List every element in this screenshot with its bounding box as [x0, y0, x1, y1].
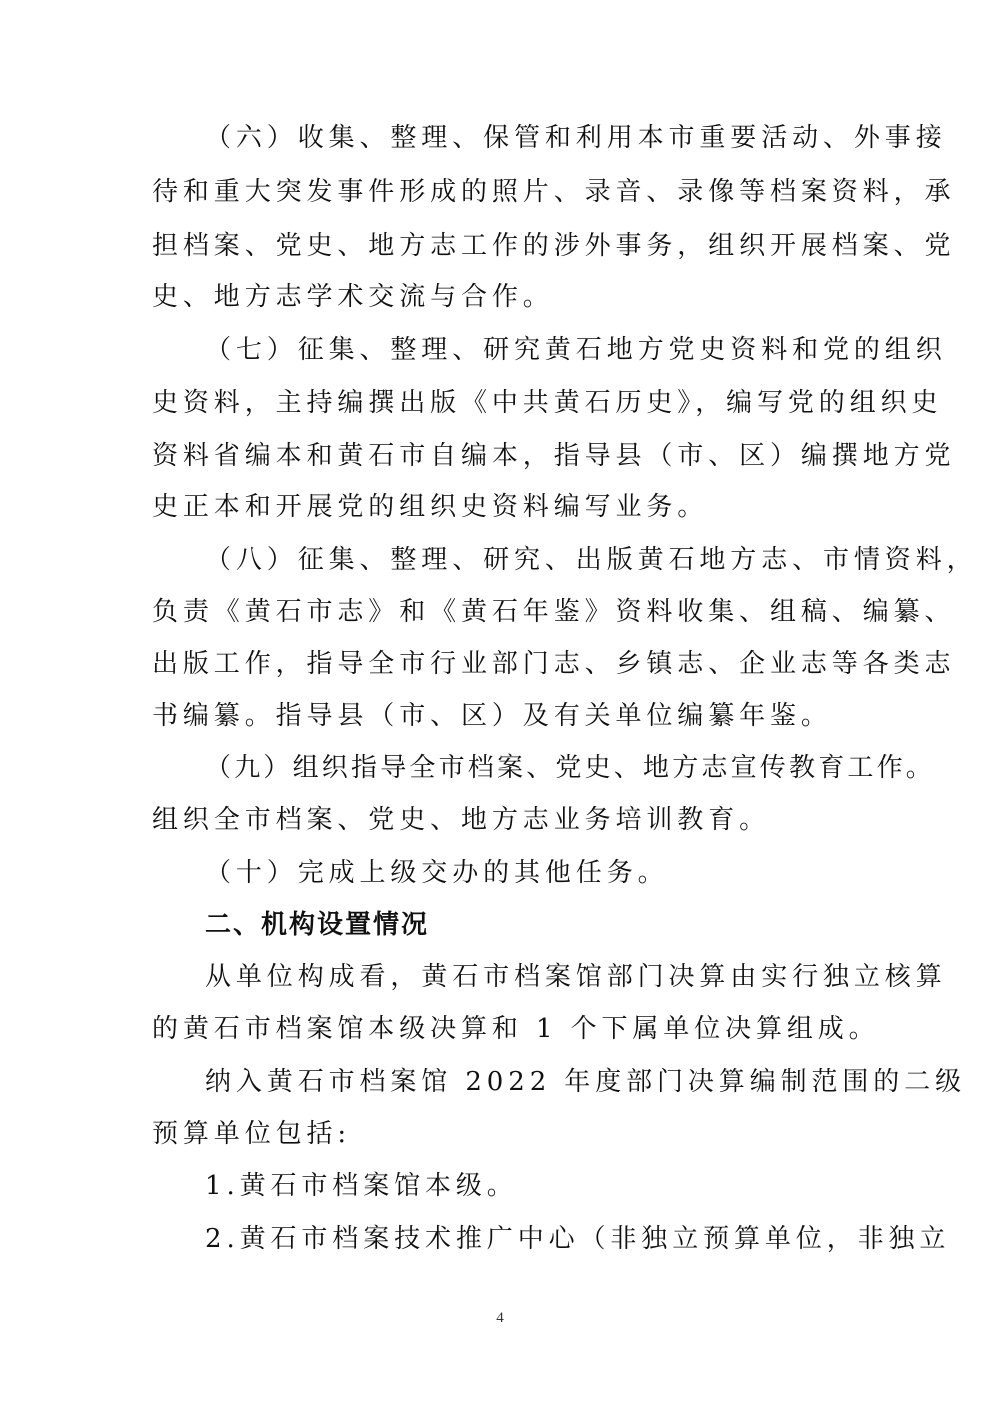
scope-line-1: 纳入黄石市档案馆 2022 年度部门决算编制范围的二级 — [205, 1067, 966, 1097]
section-heading: 二、机构设置情况 — [205, 910, 430, 940]
paragraph-10-line-1: （十）完成上级交办的其他任务。 — [205, 858, 669, 888]
paragraph-6-line-3: 担档案、党史、地方志工作的涉外事务，组织开展档案、党 — [152, 231, 956, 261]
paragraph-9-line-1: （九）组织指导全市档案、党史、地方志宣传教育工作。 — [205, 753, 936, 783]
paragraph-7-line-3: 资料省编本和黄石市自编本，指导县（市、区）编撰地方党 — [152, 441, 956, 471]
scope-line-2: 预算单位包括: — [152, 1119, 352, 1149]
paragraph-8-line-3: 出版工作，指导全市行业部门志、乡镇志、企业志等各类志 — [152, 649, 956, 679]
structure-line-1: 从单位构成看，黄石市档案馆部门决算由实行独立核算 — [205, 962, 947, 992]
page-number: 4 — [496, 1310, 504, 1326]
paragraph-8-line-2: 负责《黄石市志》和《黄石年鉴》资料收集、组稿、编纂、 — [152, 597, 956, 627]
paragraph-7-line-1: （七）征集、整理、研究黄石地方党史资料和党的组织 — [205, 335, 947, 365]
paragraph-6-line-1: （六）收集、整理、保管和利用本市重要活动、外事接 — [205, 123, 947, 153]
paragraph-8-line-4: 书编纂。指导县（市、区）及有关单位编纂年鉴。 — [152, 701, 832, 731]
paragraph-6-line-2: 待和重大突发事件形成的照片、录音、录像等档案资料，承 — [152, 177, 956, 207]
paragraph-8-line-1: （八）征集、整理、研究、出版黄石地方志、市情资料， — [205, 545, 978, 575]
list-item-1: 1.黄石市档案馆本级。 — [205, 1171, 518, 1201]
paragraph-9-line-2: 组织全市档案、党史、地方志业务培训教育。 — [152, 805, 771, 835]
list-item-2: 2.黄石市档案技术推广中心（非独立预算单位，非独立 — [205, 1224, 951, 1254]
paragraph-6-line-4: 史、地方志学术交流与合作。 — [152, 282, 554, 312]
paragraph-7-line-4: 史正本和开展党的组织史资料编写业务。 — [152, 492, 709, 522]
paragraph-7-line-2: 史资料，主持编撰出版《中共黄石历史》，编写党的组织史 — [152, 388, 943, 418]
structure-line-2: 的黄石市档案馆本级决算和 1 个下属单位决算组成。 — [152, 1014, 880, 1044]
